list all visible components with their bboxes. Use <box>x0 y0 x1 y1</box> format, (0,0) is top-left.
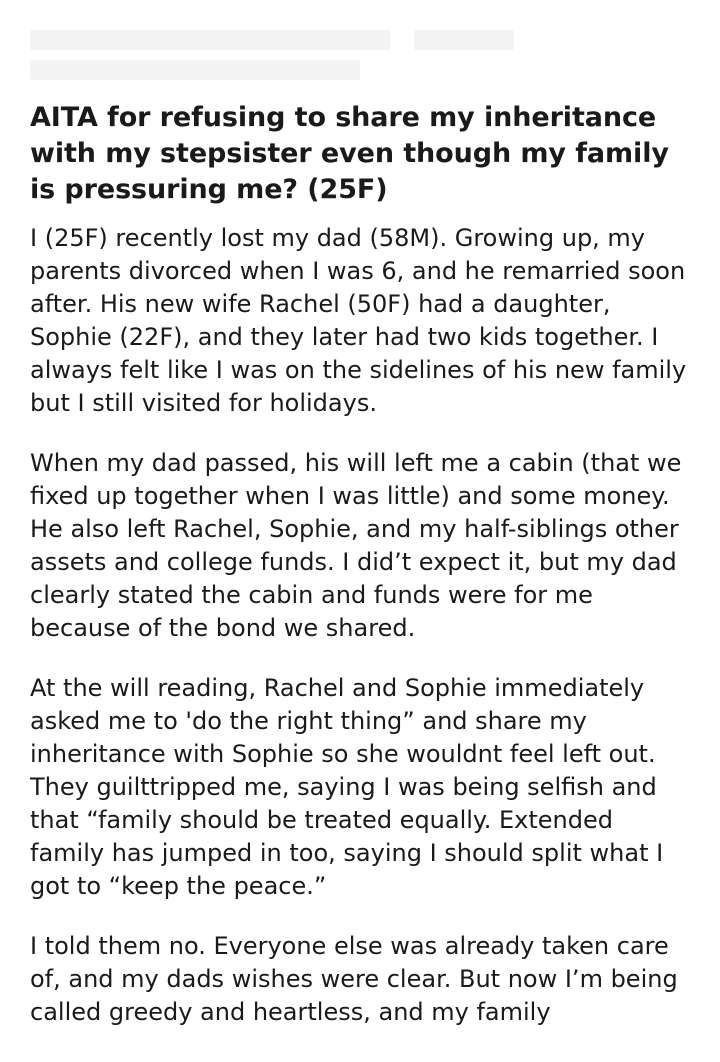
post-paragraph: I (25F) recently lost my dad (58M). Growing up, my parents divorced when I was 6, and he remarried soon after. His new wife Rachel (50F) had a daughter, Sophie (22F), and they later had two kids together. I always felt like I was on the sidelines of his new family but I still visited for holidays. <box>30 224 687 417</box>
faded-header-placeholder <box>0 0 720 96</box>
post-content <box>30 100 690 1029</box>
post-paragraph: When my dad passed, his will left me a cabin (that we fixed up together when I was little) and some money. He also left Rachel, Sophie, and my half-siblings other assets and college funds. I did’t expect it, but my dad clearly stated the cabin and funds were for me because of the bond we shared. <box>30 449 682 642</box>
placeholder-bar-2 <box>414 30 514 50</box>
post-paragraph: At the will reading, Rachel and Sophie immediately asked me to 'do the right thing” and share my inheritance with Sophie so she wouldnt feel left out. They guilttripped me, saying I was being selfish and that “family should be treated equally. Extended family has jumped in too, saying I should split what I got to “keep the peace.” <box>30 674 664 900</box>
post-paragraph: I told them no. Everyone else was already taken care of, and my dads wishes were clear. But now I’m being called greedy and heartless, and my family <box>30 932 678 1026</box>
page-title: AITA for refusing to share my inheritance with my stepsister even though my family is pressuring me? (25F) <box>30 102 669 205</box>
post-body <box>30 222 690 1029</box>
placeholder-bar-3 <box>30 60 360 80</box>
placeholder-bar-1 <box>30 30 390 50</box>
